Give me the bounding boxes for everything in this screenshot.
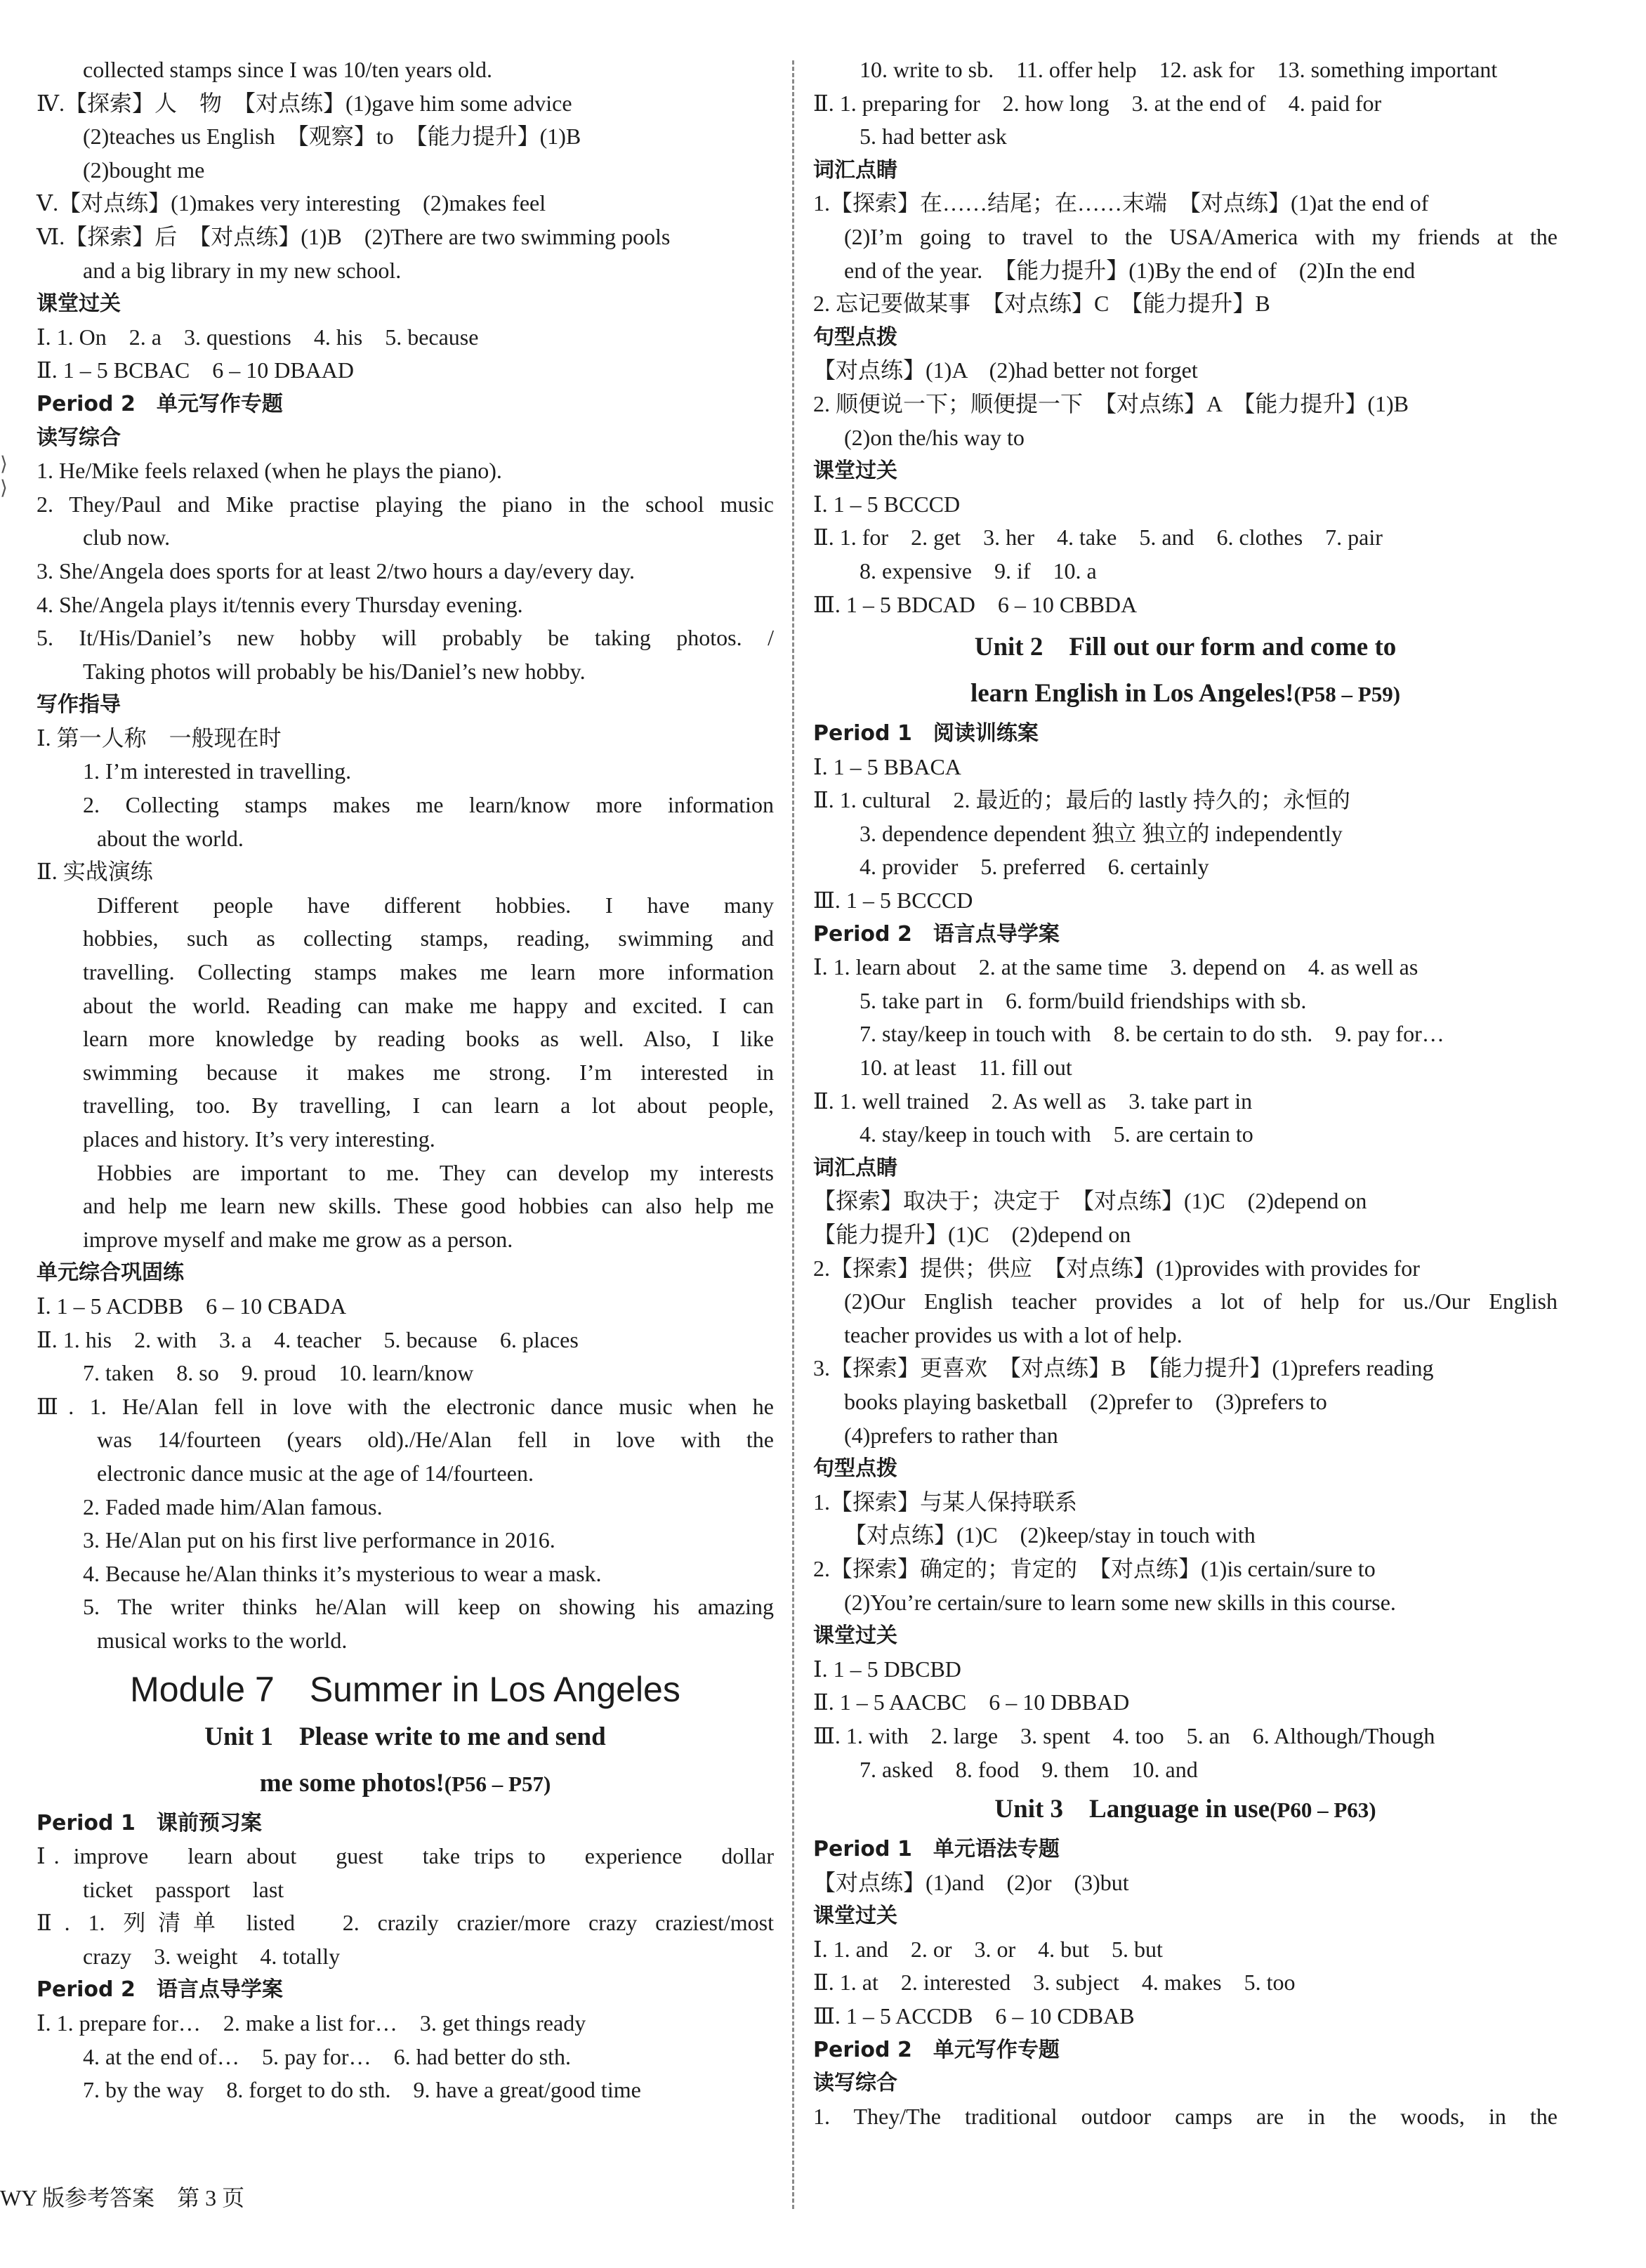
answer-line: 3. He/Alan put on his first live performance in 2016. [83, 1527, 555, 1553]
answer-line: Ⅰ. 1 – 5 BBACA [813, 753, 961, 779]
unit2-title-text: learn English in Los Angeles! [970, 679, 1294, 708]
answer-line: 7. by the way 8. forget to do sth. 9. have a great/good time [83, 2077, 641, 2103]
unit3-title [813, 1786, 1558, 1833]
answer-line: 【对点练】(1)C (2)keep/stay in touch with [844, 1522, 1256, 1548]
answer-line: Ⅲ. 1. with 2. large 3. spent 4. too 5. an 6. Although/Though [813, 1722, 1435, 1748]
right-lines-2 [813, 717, 1558, 1786]
answer-line: 4. She/Angela plays it/tennis every Thursday evening. [37, 591, 523, 617]
answer-line: Ⅱ. 1. his 2. with 3. a 4. teacher 5. because 6. places [37, 1326, 579, 1352]
answer-line: Ⅰ. 1 – 5 ACDBB 6 – 10 CBADA [37, 1293, 347, 1319]
section-heading: 词汇点睛 [813, 1155, 897, 1180]
section-heading: 课堂过关 [813, 1904, 897, 1929]
answer-line: club now. [83, 525, 171, 550]
answer-line: 【对点练】(1)and (2)or (3)but [813, 1869, 1129, 1895]
answer-line: Ⅲ. 1 – 5 ACCDB 6 – 10 CDBAB [813, 2003, 1135, 2029]
answer-line: (2)bought me [83, 157, 205, 183]
answer-line: (2)Our English teacher provides a lot of help for us./Our English [844, 1288, 1558, 1314]
section-heading: Period 1 单元语法专题 [813, 1837, 1060, 1862]
answer-line: 3.【探索】更喜欢 【对点练】B 【能力提升】(1)prefers reading [813, 1355, 1434, 1381]
unit2-title-line1: Unit 2 Fill out our form and come to [974, 633, 1397, 662]
answer-line: 【对点练】(1)A (2)had better not forget [813, 357, 1198, 383]
answer-line: Ⅰ. improve learn about guest take trips to experience dollar [37, 1843, 774, 1869]
unit1-title-text: me some photos! [259, 1768, 445, 1798]
answer-line: musical works to the world. [97, 1627, 348, 1653]
left-lines [37, 53, 774, 1658]
answer-line: 5. had better ask [860, 124, 1007, 150]
answer-line: about the world. Reading can make me happy and excited. I can [83, 992, 774, 1018]
answer-line: Ⅱ. 实战演练 [37, 859, 153, 885]
answer-line: 2. 顺便说一下；顺便提一下 【对点练】A 【能力提升】(1)B [813, 390, 1409, 416]
answer-line: 4. at the end of… 5. pay for… 6. had better do sth. [83, 2043, 571, 2069]
answer-line: 7. asked 8. food 9. them 10. and [860, 1756, 1198, 1782]
section-heading: Period 2 单元写作专题 [37, 391, 283, 416]
answer-line: Ⅰ. 1. learn about 2. at the same time 3. depend on 4. as well as [813, 954, 1418, 980]
module-title: Module 7 Summer in Los Angeles [130, 1669, 680, 1709]
answer-line: Ⅱ. 1. for 2. get 3. her 4. take 5. and 6. clothes 7. pair [813, 525, 1383, 550]
answer-line: Ⅲ. 1 – 5 BCCCD [813, 888, 973, 914]
answer-line: about the world. [97, 825, 244, 851]
answer-line: 1. They/The traditional outdoor camps are in the woods, in the [813, 2103, 1558, 2129]
answer-line: electronic dance music at the age of 14/fourteen. [97, 1460, 534, 1486]
section-heading: 课堂过关 [813, 459, 897, 484]
answer-line: Ⅱ. 1 – 5 AACBC 6 – 10 DBBAD [813, 1689, 1130, 1715]
answer-line: crazy 3. weight 4. totally [83, 1943, 341, 1969]
answer-line: Ⅴ.【对点练】(1)makes very interesting (2)makes feel [37, 190, 546, 216]
section-heading: 句型点拨 [813, 324, 897, 350]
section-heading: Period 1 阅读训练案 [813, 721, 1039, 746]
answer-line: ticket passport last [83, 1876, 284, 1902]
answer-line: 5. take part in 6. form/build friendships with sb. [860, 987, 1307, 1013]
answer-line: 8. expensive 9. if 10. a [860, 558, 1097, 584]
answer-line: 4. stay/keep in touch with 5. are certain to [860, 1121, 1253, 1147]
answer-line: 2.【探索】确定的；肯定的 【对点练】(1)is certain/sure to [813, 1555, 1376, 1581]
answer-line: 2. 忘记要做某事 【对点练】C 【能力提升】B [813, 291, 1270, 317]
section-heading: Period 1 课前预习案 [37, 1810, 262, 1835]
answer-line: 【探索】取决于；决定于 【对点练】(1)C (2)depend on [813, 1188, 1367, 1214]
answer-line: travelling, too. By travelling, I can learn a lot about people, [83, 1093, 774, 1119]
answer-line: 1. I’m interested in travelling. [83, 758, 352, 784]
answer-line: 10. at least 11. fill out [860, 1055, 1072, 1081]
answer-line: was 14/fourteen (years old)./He/Alan fell in love with the [97, 1427, 774, 1453]
answer-line: collected stamps since I was 10/ten years old. [83, 57, 492, 82]
answer-line: 10. write to sb. 11. offer help 12. ask for 13. something important [860, 57, 1498, 82]
section-heading: 单元综合巩固练 [37, 1260, 184, 1286]
answer-line: travelling. Collecting stamps makes me learn more information [83, 959, 774, 985]
section-heading: Period 2 单元写作专题 [813, 2037, 1060, 2062]
answer-line: Different people have different hobbies. I have many [97, 892, 774, 918]
answer-line: Ⅰ. 1 – 5 BCCCD [813, 491, 961, 517]
answer-line: hobbies, such as collecting stamps, reading, swimming and [83, 925, 774, 951]
section-heading: Period 2 语言点导学案 [37, 1977, 283, 2003]
answer-line: Ⅰ. 第一人称 一般现在时 [37, 725, 282, 751]
answer-line: (2)You’re certain/sure to learn some new skills in this course. [844, 1589, 1396, 1615]
section-heading: 课堂过关 [813, 1623, 897, 1649]
answer-line: 1.【探索】在……结尾；在……末端 【对点练】(1)at the end of [813, 190, 1429, 216]
column-divider [792, 60, 794, 2209]
answer-line: Ⅲ. 1 – 5 BDCAD 6 – 10 CBBDA [813, 591, 1138, 617]
answer-line: (2)teaches us English 【观察】to 【能力提升】(1)B [83, 124, 581, 150]
answer-line: and a big library in my new school. [83, 257, 402, 283]
answer-line: (4)prefers to rather than [844, 1422, 1058, 1448]
answer-line: (2)on the/his way to [844, 424, 1025, 450]
answer-line: learn more knowledge by reading books as well. Also, I like [83, 1026, 774, 1052]
answer-line: 7. stay/keep in touch with 8. be certain to do sth. 9. pay for… [860, 1021, 1444, 1047]
answer-line: Ⅱ. 1. preparing for 2. how long 3. at the end of 4. paid for [813, 90, 1382, 116]
unit1-pages: (P56 – P57) [444, 1771, 551, 1796]
answer-line: Ⅱ. 1. at 2. interested 3. subject 4. makes 5. too [813, 1970, 1296, 1996]
answer-line: Ⅲ. 1. He/Alan fell in love with the electronic dance music when he [37, 1393, 774, 1419]
answer-line: Ⅳ.【探索】人 物 【对点练】(1)gave him some advice [37, 90, 572, 116]
section-heading: Period 2 语言点导学案 [813, 921, 1060, 947]
answer-line: Ⅱ. 1. cultural 2. 最近的；最后的 lastly 持久的；永恒的 [813, 787, 1350, 813]
answer-line: 4. Because he/Alan thinks it’s mysterious to wear a mask. [83, 1560, 602, 1586]
answer-line: 4. provider 5. preferred 6. certainly [860, 854, 1209, 880]
left-column [37, 53, 774, 2107]
section-heading: 句型点拨 [813, 1456, 897, 1482]
answer-line: 5. The writer thinks he/Alan will keep on showing his amazing [83, 1594, 774, 1620]
section-heading: 写作指导 [37, 692, 121, 718]
answer-line: Taking photos will probably be his/Daniel’s new hobby. [83, 658, 586, 684]
section-heading: 课堂过关 [37, 291, 121, 317]
answer-line: 2. They/Paul and Mike practise playing the piano in the school music [37, 491, 774, 517]
answer-line: Ⅵ.【探索】后 【对点练】(1)B (2)There are two swimming pools [37, 223, 671, 249]
unit3-pages: (P60 – P63) [1270, 1798, 1376, 1823]
answer-line: 2.【探索】提供；供应 【对点练】(1)provides with provides for [813, 1255, 1420, 1281]
section-heading: 读写综合 [37, 425, 121, 450]
answer-line: Ⅰ. 1. On 2. a 3. questions 4. his 5. because [37, 324, 479, 350]
answer-line: Ⅰ. 1. and 2. or 3. or 4. but 5. but [813, 1936, 1163, 1962]
unit2-title-line2 [813, 671, 1558, 717]
unit1-title-line2 [37, 1760, 774, 1807]
answer-line: places and history. It’s very interesting. [83, 1126, 435, 1152]
answer-line: Hobbies are important to me. They can develop my interests [97, 1159, 774, 1185]
answer-line: end of the year. 【能力提升】(1)By the end of (2)In the end [844, 257, 1416, 283]
answer-line: 2. Collecting stamps makes me learn/know more information [83, 792, 774, 818]
answer-line: Ⅰ. 1 – 5 DBCBD [813, 1656, 961, 1682]
answer-line: 2. Faded made him/Alan famous. [83, 1494, 383, 1519]
unit3-title-text: Unit 3 Language in use [994, 1795, 1270, 1824]
answer-line: 1. He/Mike feels relaxed (when he plays the piano). [37, 458, 502, 484]
section-heading: 读写综合 [813, 2071, 897, 2096]
right-lines [813, 53, 1558, 621]
page-footer: WY 版参考答案 第 3 页 [0, 2185, 245, 2210]
answer-line: 5. It/His/Daniel’s new hobby will probably be taking photos. / [37, 625, 774, 651]
answer-line: 3. She/Angela does sports for at least 2/two hours a day/every day. [37, 558, 635, 584]
answer-line: books playing basketball (2)prefer to (3)prefers to [844, 1388, 1327, 1414]
unit1-title-line1: Unit 1 Please write to me and send [204, 1722, 606, 1751]
answer-line: 3. dependence dependent 独立 独立的 independently [860, 820, 1343, 846]
cut-mark: ⟩ ⟩ [0, 454, 8, 499]
answer-line: Ⅱ. 1 – 5 BCBAC 6 – 10 DBAAD [37, 357, 355, 383]
answer-line: 7. taken 8. so 9. proud 10. learn/know [83, 1360, 474, 1386]
answer-line: Ⅰ. 1. prepare for… 2. make a list for… 3. get things ready [37, 2010, 586, 2036]
answer-line: Ⅱ. 1. 列清单 listed 2. crazily crazier/more crazy craziest/most [37, 1910, 774, 1936]
right-lines-3 [813, 1833, 1558, 2133]
left-lines-2 [37, 1807, 774, 2107]
answer-line: 【能力提升】(1)C (2)depend on [813, 1222, 1131, 1247]
answer-line: and help me learn new skills. These good hobbies can also help me [83, 1193, 774, 1219]
unit2-pages: (P58 – P59) [1293, 682, 1401, 707]
answer-line: Ⅱ. 1. well trained 2. As well as 3. take part in [813, 1088, 1253, 1114]
section-heading: 词汇点睛 [813, 157, 897, 183]
right-column [813, 53, 1558, 2133]
answer-line: 1.【探索】与某人保持联系 [813, 1489, 1078, 1515]
answer-line: improve myself and make me grow as a person. [83, 1226, 513, 1252]
answer-line: swimming because it makes me strong. I’m interested in [83, 1059, 774, 1085]
answer-line: teacher provides us with a lot of help. [844, 1321, 1183, 1347]
answer-line: (2)I’m going to travel to the USA/America with my friends at the [844, 223, 1558, 249]
